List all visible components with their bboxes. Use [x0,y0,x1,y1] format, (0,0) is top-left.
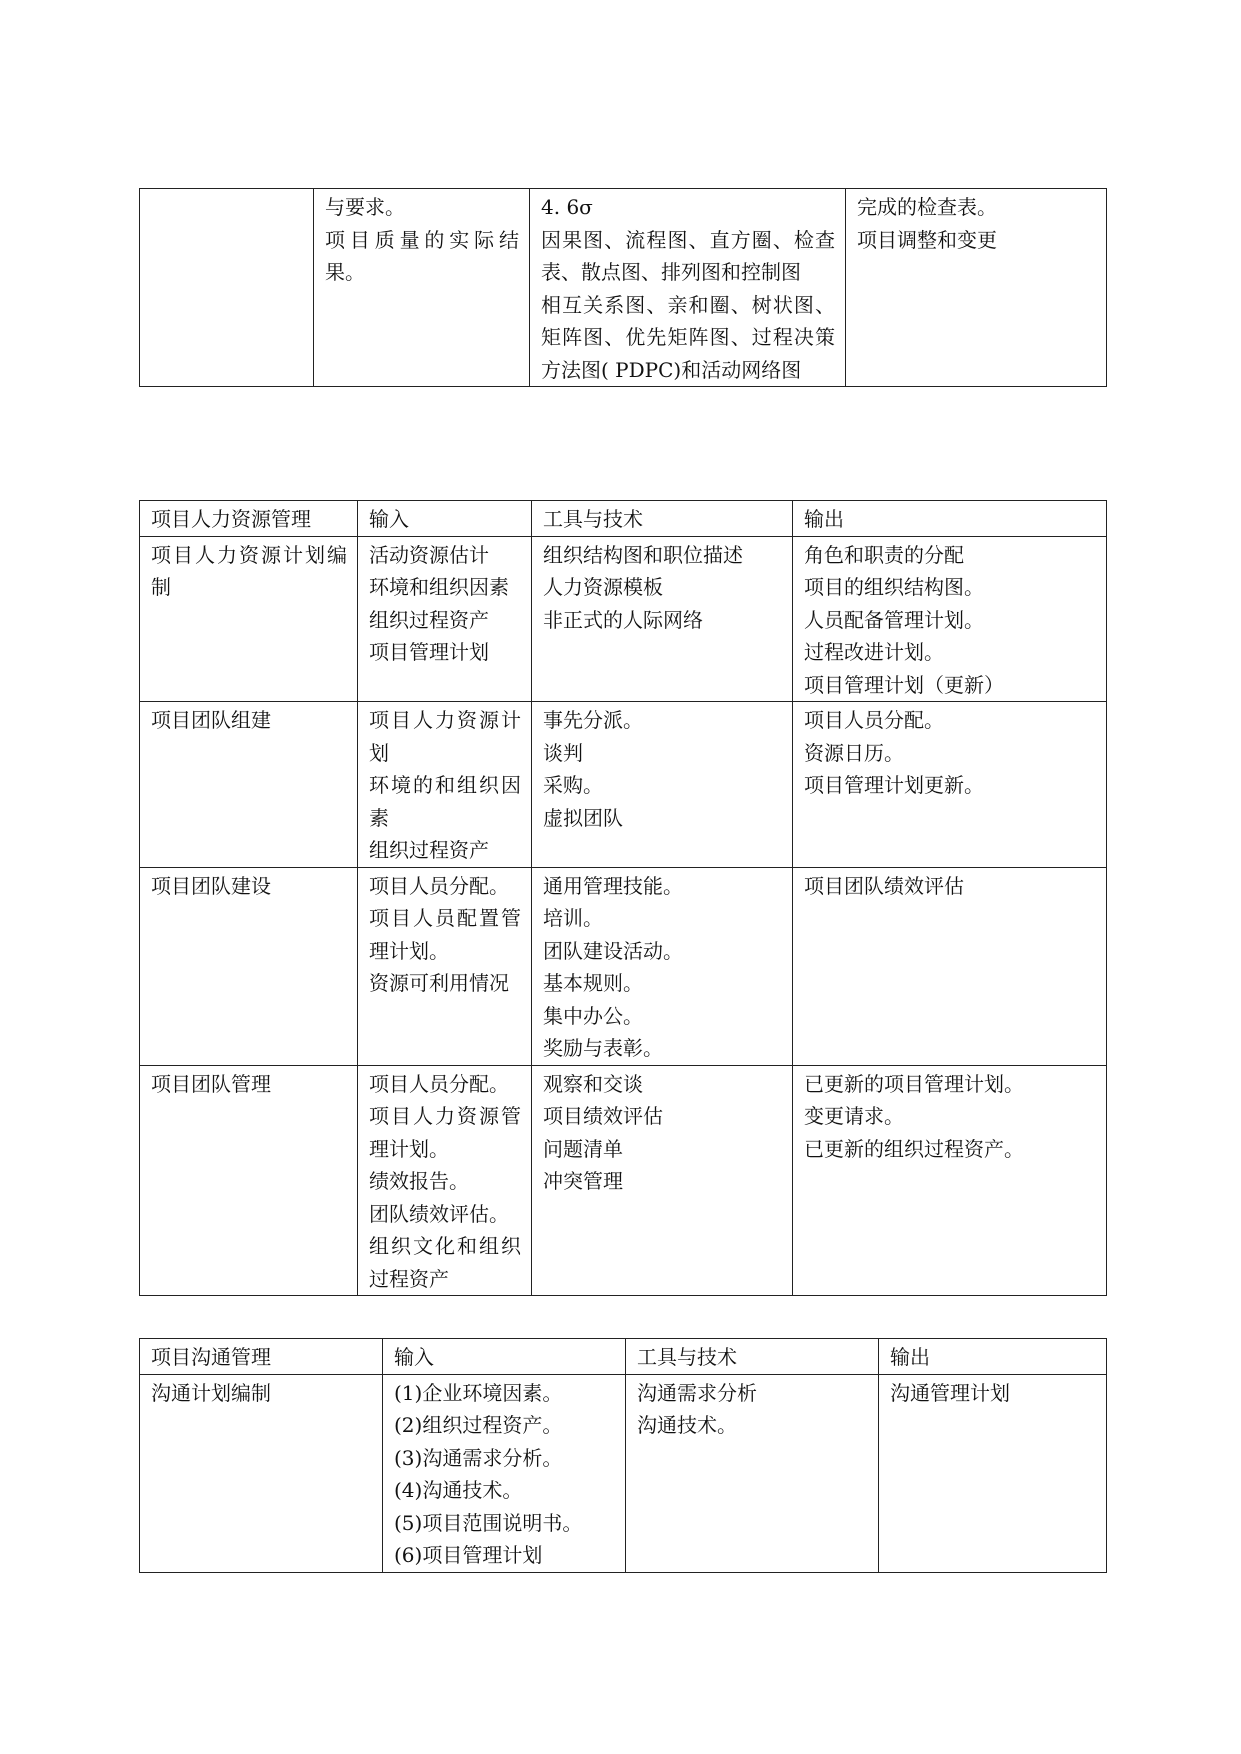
table-cell [358,1065,532,1296]
cell-line: 项目绩效评估 [543,1104,663,1128]
cell-line: 团队建设活动。 [543,938,683,963]
table-cell [626,1374,879,1572]
table-row [140,867,1107,1065]
cell-line: 角色和职责的分配 [804,542,964,567]
cell-line: 团队绩效评估。 [369,1201,509,1226]
table-cell [793,1065,1107,1296]
cell-line: 沟通需求分析 [637,1380,757,1405]
cell-line: 集中办公。 [543,1003,643,1028]
cell-line: 项目人员分配。 [369,873,509,898]
table-cell [314,189,530,387]
cell-line: 项目人力资源计划 [369,708,521,765]
cell-line: 4. 6σ [541,195,593,219]
cell-line: 因果图、流程图、直方圈、检查表、散点图、排列图和控制图 [541,227,835,284]
cell-line: 项目管理计划 [369,640,489,664]
table-cell [532,1065,793,1296]
cell-line: 项目管理计划更新。 [804,773,984,797]
cell-line: 组织过程资产 [369,607,489,632]
table-row [140,702,1107,868]
cell-line: (4)沟通技术。 [394,1478,523,1502]
table-cell [140,867,358,1065]
table-cell [383,1374,626,1572]
header-cell: 输入 [358,501,532,537]
cell-line: 项目的组织结构图。 [804,575,984,599]
cell-line: (2)组织过程资产。 [394,1413,563,1437]
table-cell [140,702,358,868]
cell-line: 事先分派。 [543,708,643,732]
cell-line: (1)企业环境因素。 [394,1380,563,1405]
table-cell [793,702,1107,868]
cell-line: 观察和交谈 [543,1071,643,1096]
cell-line: 相互关系图、亲和圈、树状图、矩阵图、优先矩阵图、过程决策方法图( PDPC)和活动网络图 [541,292,835,382]
cell-line: 培训。 [543,906,603,930]
cell-line: 已更新的项目管理计划。 [804,1071,1024,1096]
table-cell [793,867,1107,1065]
cell-line: (3)沟通需求分析。 [394,1445,563,1470]
cell-line: 活动资源估计 [369,542,489,567]
header-cell: 工具与技术 [532,501,793,537]
cell-line: 项目管理计划（更新） [804,672,1004,697]
header-cell: 工具与技术 [626,1339,879,1375]
cell-line: 项目人力资源计划编制 [151,542,347,599]
cell-line: 环境的和组织因素 [369,773,521,830]
cell-line: 奖励与表彰。 [543,1036,663,1060]
cell-line: 非正式的人际网络 [543,607,703,632]
cell-line: 项目团队组建 [151,708,271,732]
cell-line: (5)项目范围说明书。 [394,1510,583,1535]
cell-line: 人力资源模板 [543,575,663,599]
cell-line: 采购。 [543,773,603,797]
header-row [140,1339,1107,1375]
table-row [140,1374,1107,1572]
cell-line: 组织文化和组织过程资产 [369,1234,521,1291]
table-cell [358,702,532,868]
cell-line: 完成的检查表。 [857,195,997,219]
cell-line: 谈判 [543,740,583,765]
cell-line: 项目调整和变更 [857,227,997,252]
hr-management-table [139,500,1107,1296]
cell-line: 环境和组织因素 [369,575,509,599]
cell-line: 项目团队绩效评估 [804,873,964,898]
header-cell: 项目沟通管理 [140,1339,383,1375]
table-cell [879,1374,1107,1572]
header-cell: 输出 [793,501,1107,537]
header-cell: 项目人力资源管理 [140,501,358,537]
cell-line: 基本规则。 [543,971,643,995]
quality-management-table-continued [139,188,1107,387]
cell-line: 资源可利用情况 [369,971,509,995]
table-cell [793,536,1107,702]
cell-line: (6)项目管理计划 [394,1543,543,1567]
header-row [140,501,1107,537]
table-cell [140,189,314,387]
table-cell [846,189,1107,387]
cell-line: 与要求。 [325,195,405,219]
cell-line: 问题清单 [543,1136,623,1161]
cell-line: 已更新的组织过程资产。 [804,1136,1024,1161]
cell-line: 沟通计划编制 [151,1380,271,1405]
cell-line: 变更请求。 [804,1104,904,1128]
table-row [140,1065,1107,1296]
cell-line: 通用管理技能。 [543,873,683,898]
header-cell: 输出 [879,1339,1107,1375]
cell-line: 沟通管理计划 [890,1380,1010,1405]
cell-line: 组织结构图和职位描述 [543,542,743,567]
cell-line: 人员配备管理计划。 [804,607,984,632]
header-cell: 输入 [383,1339,626,1375]
cell-line: 组织过程资产 [369,838,489,862]
table-cell [530,189,846,387]
table-cell [140,1065,358,1296]
table-cell [532,867,793,1065]
cell-line: 项目团队建设 [151,873,271,898]
cell-line: 项目团队管理 [151,1071,271,1096]
table-row [140,189,1107,387]
communication-management-table [139,1338,1107,1573]
cell-line: 项目人力资源管理计划。 [369,1104,521,1161]
cell-line: 绩效报告。 [369,1169,469,1193]
table-cell [532,702,793,868]
cell-line: 项目人员分配。 [369,1071,509,1096]
table-cell [358,536,532,702]
table-cell [532,536,793,702]
cell-line: 沟通技术。 [637,1413,737,1437]
cell-line: 项目人员分配。 [804,708,944,732]
cell-line: 项目质量的实际结果。 [325,227,519,284]
table-cell [358,867,532,1065]
table-cell [140,1374,383,1572]
cell-line: 虚拟团队 [543,805,623,830]
cell-line: 过程改进计划。 [804,640,944,664]
cell-line: 冲突管理 [543,1169,623,1193]
table-row [140,536,1107,702]
cell-line: 资源日历。 [804,740,904,765]
table-cell [140,536,358,702]
cell-line: 项目人员配置管理计划。 [369,906,521,963]
